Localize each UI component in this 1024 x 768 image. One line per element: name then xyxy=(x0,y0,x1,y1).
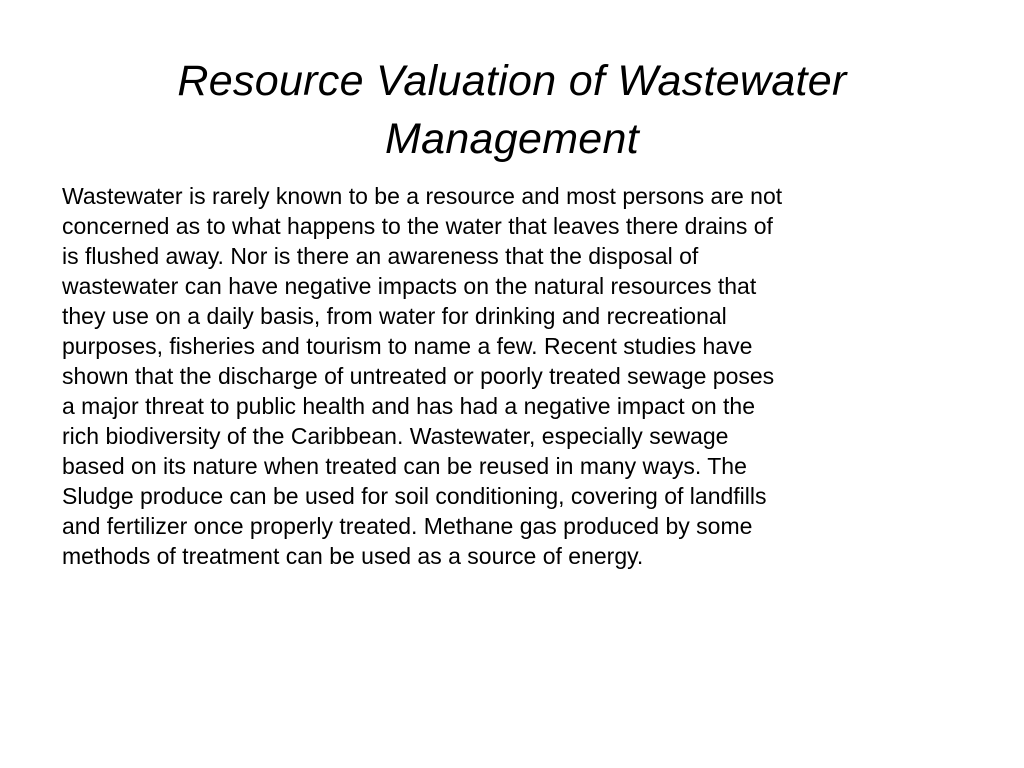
body-line: purposes, fisheries and tourism to name a few. Recent studies have xyxy=(62,333,753,359)
slide-title xyxy=(60,52,964,168)
body-line: Wastewater is rarely known to be a resource and most persons are not xyxy=(62,183,783,209)
slide-title-line: Management xyxy=(385,115,639,163)
body-line: methods of treatment can be used as a source of energy. xyxy=(62,543,644,569)
body-line: they use on a daily basis, from water for drinking and recreational xyxy=(62,303,727,329)
body-line: shown that the discharge of untreated or poorly treated sewage poses xyxy=(62,363,775,389)
body-line: Sludge produce can be used for soil conditioning, covering of landfills xyxy=(62,483,767,509)
body-line: based on its nature when treated can be reused in many ways. The xyxy=(62,453,747,479)
slide-body-text xyxy=(62,181,972,571)
slide-title-line: Resource Valuation of Wastewater xyxy=(177,57,847,105)
body-line: wastewater can have negative impacts on the natural resources that xyxy=(62,273,757,299)
body-line: rich biodiversity of the Caribbean. Wastewater, especially sewage xyxy=(62,423,729,449)
body-line: concerned as to what happens to the water that leaves there drains of xyxy=(62,213,773,239)
body-line: a major threat to public health and has had a negative impact on the xyxy=(62,393,756,419)
body-line: is flushed away. Nor is there an awareness that the disposal of xyxy=(62,243,699,269)
body-line: and fertilizer once properly treated. Methane gas produced by some xyxy=(62,513,753,539)
